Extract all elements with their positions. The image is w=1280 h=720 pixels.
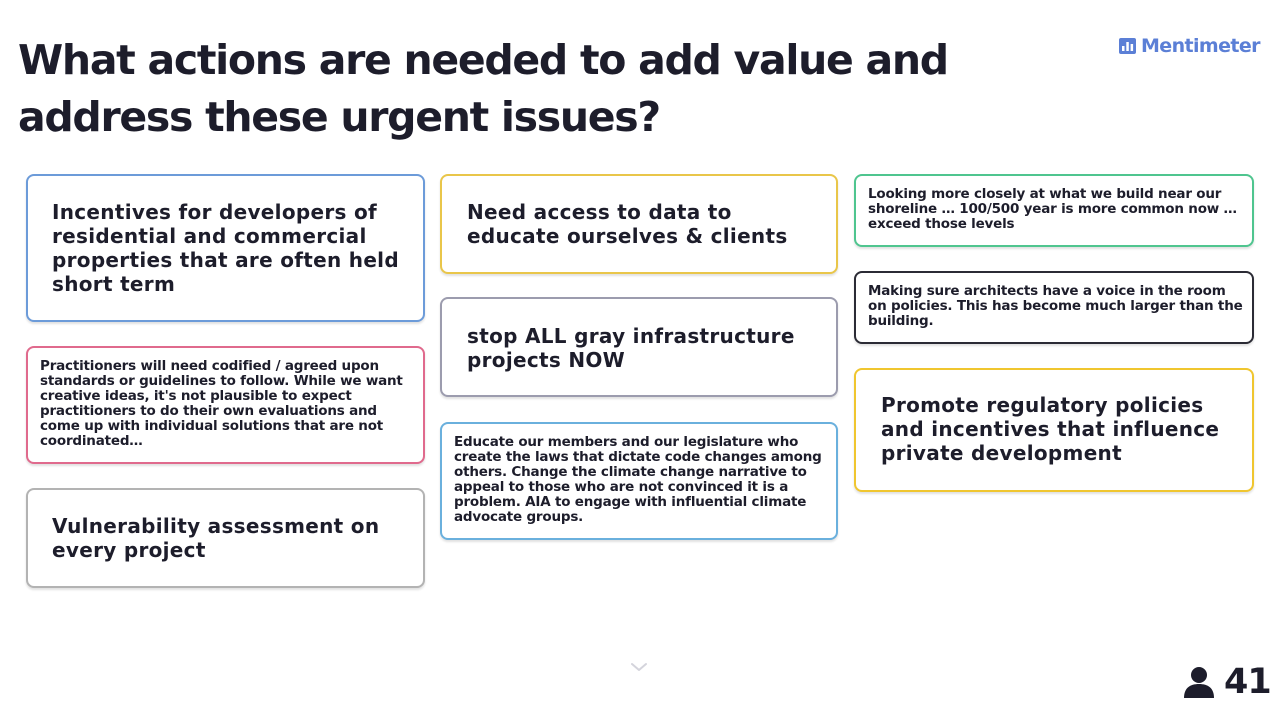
response-text: Educate our members and our legislature who create the laws that dictate code changes among others. Change the climate change narrative to appeal to those who are not convinced it is a problem. AIA to engage with influential climate advocate groups.	[454, 434, 822, 525]
response-card	[854, 271, 1254, 344]
response-text: Incentives for developers of residential and commercial properties that are often held short term	[52, 200, 399, 296]
response-text: Looking more closely at what we build near our shoreline … 100/500 year is more common now … exceed those levels	[868, 186, 1237, 232]
bar-chart-icon	[1119, 38, 1136, 54]
response-card	[26, 488, 425, 588]
response-card	[26, 346, 425, 464]
response-text: Promote regulatory policies and incentives that influence private development	[881, 393, 1220, 465]
response-card	[854, 368, 1254, 492]
slide-title: What actions are needed to add value and address these urgent issues?	[18, 36, 948, 141]
response-text: Practitioners will need codified / agreed upon standards or guidelines to follow. While we want creative ideas, it's not plausible to expect practitioners to do their own evaluations and come up with individual solutions that are not coordinated…	[40, 358, 403, 449]
participant-count	[1184, 660, 1271, 704]
response-card	[440, 297, 838, 397]
response-card	[440, 422, 838, 540]
participant-count-number: 41	[1224, 662, 1271, 702]
response-text: stop ALL gray infrastructure projects NOW	[467, 324, 795, 372]
response-text: Need access to data to educate ourselves & clients	[467, 200, 788, 248]
mentimeter-logo	[1119, 35, 1260, 57]
response-card	[26, 174, 425, 322]
response-card	[854, 174, 1254, 247]
person-icon	[1184, 666, 1214, 698]
response-card	[440, 174, 838, 274]
brand-name: Mentimeter	[1141, 35, 1260, 57]
chevron-down-icon[interactable]	[629, 660, 649, 674]
response-text: Making sure architects have a voice in the room on policies. This has become much larger than the building.	[868, 283, 1243, 329]
response-text: Vulnerability assessment on every project	[52, 514, 380, 562]
